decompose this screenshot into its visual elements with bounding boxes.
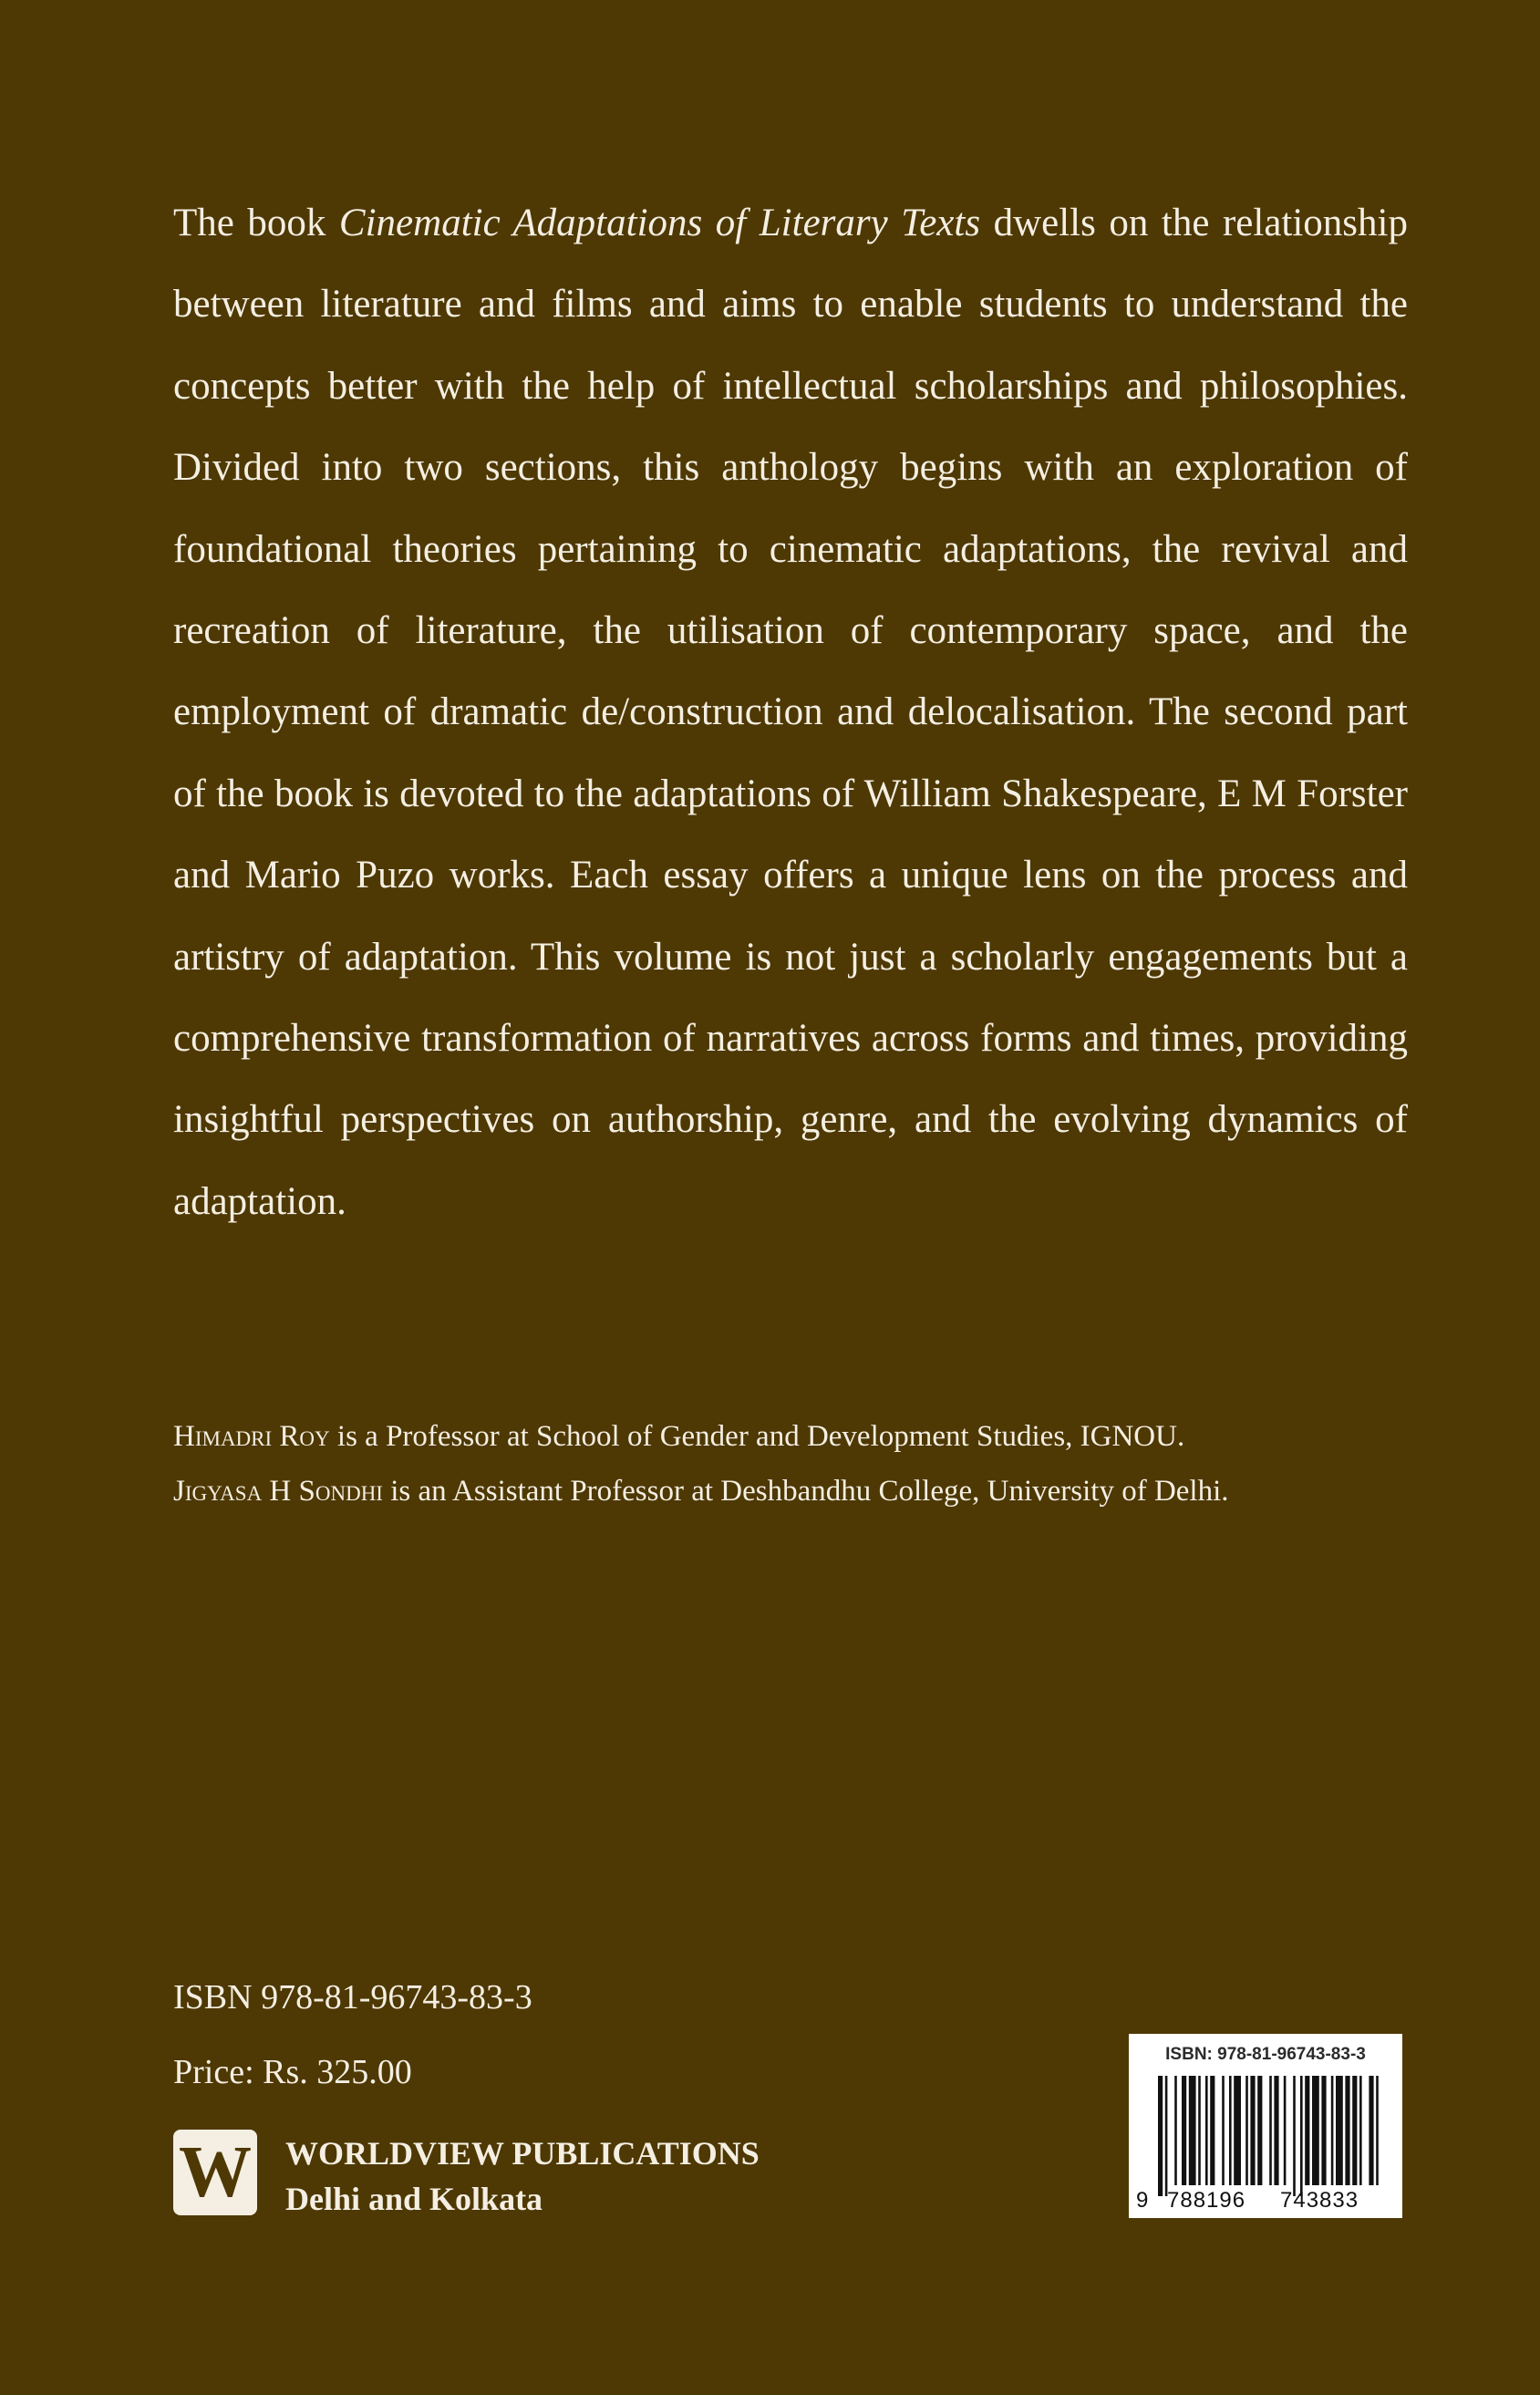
- barcode-bar: [1321, 2076, 1326, 2185]
- price-text: Price: Rs. 325.00: [173, 2053, 412, 2091]
- barcode-bar: [1376, 2076, 1379, 2185]
- barcode-bar: [1158, 2076, 1163, 2196]
- barcode-bar: [1300, 2076, 1303, 2196]
- publisher-logo: [173, 2130, 257, 2215]
- barcode-bar: [1274, 2076, 1278, 2185]
- barcode-bar: [1245, 2076, 1248, 2185]
- barcode-bar: [1331, 2076, 1334, 2185]
- barcode-digits-left: 788196: [1167, 2188, 1246, 2213]
- barcode-bar: [1165, 2076, 1168, 2196]
- blurb-body: dwells on the relationship between literature and films and aims to enable students to understand the concepts better with the help of intellectual scholarships and philosophies. Divided into two sections, this anthology begins with an exploration of foundational theories pertaining to cinematic adaptations, the revival and recreation of literature, the utilisation of contemporary space, and the employment of dramatic de/construction and delocalisation. The second part of the book is devoted to the adaptations of William Shakespeare, E M Forster and Mario Puzo works. Each essay offers a unique lens on the process and artistry of adaptation. This volume is not just a scholarly engagements but a comprehensive transformation of narratives across forms and times, providing insightful perspectives on authorship, genre, and the evolving dynamics of adaptation.: [173, 202, 1408, 1223]
- barcode-bar: [1359, 2076, 1362, 2185]
- barcode-bar: [1293, 2076, 1296, 2196]
- author-bios: [173, 1409, 1450, 1519]
- barcode-bar: [1345, 2076, 1349, 2185]
- barcode-digits-right: 743833: [1280, 2188, 1359, 2213]
- publisher-name: WORLDVIEW PUBLICATIONS: [285, 2135, 760, 2172]
- barcode-isbn-label: ISBN: 978-81-96743-83-3: [1165, 2045, 1366, 2064]
- author-bio-text: is an Assistant Professor at Deshbandhu College, University of Delhi.: [390, 1475, 1229, 1508]
- barcode: [1129, 2034, 1402, 2218]
- barcode-bar: [1210, 2076, 1214, 2185]
- barcode-bar: [1174, 2076, 1177, 2185]
- barcode-bar: [1198, 2076, 1201, 2185]
- publisher-location: Delhi and Kolkata: [285, 2181, 543, 2217]
- barcode-bar: [1229, 2076, 1232, 2185]
- barcode-bar: [1257, 2076, 1262, 2185]
- publisher-logo-letter: W: [179, 2132, 252, 2213]
- barcode-bar: [1182, 2076, 1186, 2185]
- barcode-bar: [1205, 2076, 1208, 2185]
- barcode-bar: [1305, 2076, 1309, 2185]
- barcode-bar: [1222, 2076, 1225, 2185]
- barcode-bar: [1369, 2076, 1373, 2185]
- barcode-bar: [1269, 2076, 1272, 2185]
- author-bio-text: is a Professor at School of Gender and Development Studies, IGNOU.: [336, 1420, 1185, 1453]
- barcode-bar: [1312, 2076, 1319, 2185]
- barcode-digit-first: 9: [1136, 2188, 1150, 2213]
- barcode-bar: [1234, 2076, 1241, 2185]
- book-title: Cinematic Adaptations of Literary Texts: [338, 202, 981, 244]
- barcode-bar: [1284, 2076, 1287, 2185]
- publisher-block: [285, 2131, 760, 2222]
- author-bio: [173, 1409, 1450, 1464]
- barcode-bar: [1189, 2076, 1196, 2185]
- barcode-bar: [1336, 2076, 1343, 2185]
- blurb-intro: The book: [173, 202, 326, 244]
- author-name: Himadri Roy: [173, 1420, 330, 1453]
- author-name: Jigyasa H Sondhi: [173, 1475, 383, 1508]
- book-description: [173, 182, 1408, 1242]
- barcode-bar: [1352, 2076, 1357, 2185]
- isbn-text: ISBN 978-81-96743-83-3: [173, 1978, 532, 2017]
- barcode-bar: [1250, 2076, 1255, 2185]
- author-bio: [173, 1464, 1450, 1519]
